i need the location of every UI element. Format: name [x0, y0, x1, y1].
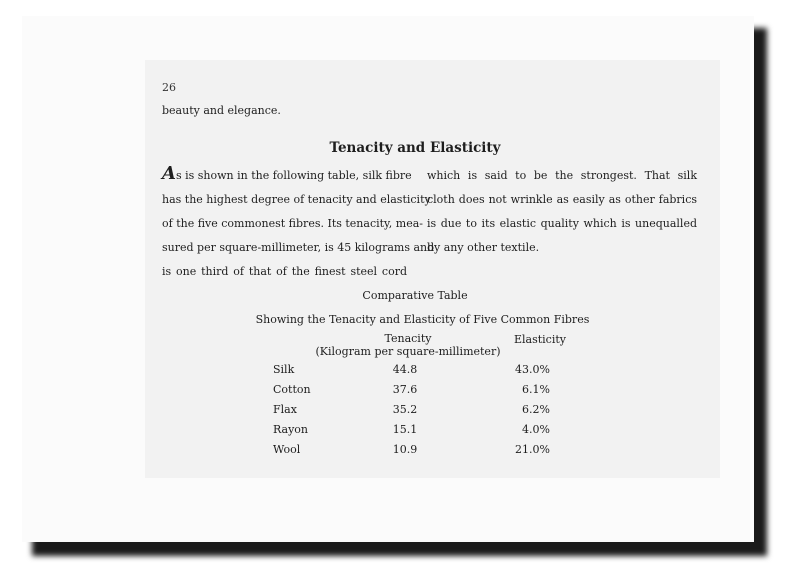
table-row	[145, 403, 720, 421]
elasticity-header: Elasticity	[513, 333, 566, 346]
lead-in-text: beauty and elegance.	[162, 104, 281, 117]
tenacity-header-unit: (Kilogram per square-millimeter)	[315, 345, 501, 358]
page-number: 26	[162, 81, 176, 94]
printed-area	[145, 60, 720, 478]
table-caption: Comparative Table	[362, 289, 468, 302]
table-row	[145, 443, 720, 461]
tenacity-cell: 35.2	[392, 403, 418, 416]
paragraph-line: As is shown in the following table, silk fibre	[162, 163, 412, 184]
left-column	[162, 163, 435, 284]
table-row	[145, 423, 720, 441]
paragraph-line: has the highest degree of tenacity and elasticity	[162, 193, 431, 206]
paragraph-line: sured per square-millimeter, is 45 kilograms and	[162, 241, 435, 254]
tenacity-header	[315, 332, 501, 358]
paragraph-line: cloth does not wrinkle as easily as other fabrics	[427, 193, 697, 206]
tenacity-header-label: Tenacity	[384, 332, 432, 345]
tenacity-cell: 44.8	[392, 363, 418, 376]
section-heading: Tenacity and Elasticity	[329, 140, 501, 156]
elasticity-cell: 6.2%	[522, 403, 550, 416]
elasticity-cell: 21.0%	[515, 443, 550, 456]
fibre-cell: Cotton	[273, 383, 311, 396]
fibre-cell: Rayon	[273, 423, 309, 436]
table-row	[145, 383, 720, 401]
elasticity-cell: 43.0%	[515, 363, 550, 376]
table-row	[145, 363, 720, 381]
paragraph-line: which is said to be the strongest. That silk	[427, 169, 697, 182]
fibre-cell: Silk	[273, 363, 295, 376]
elasticity-cell: 6.1%	[522, 383, 550, 396]
tenacity-cell: 10.9	[392, 443, 418, 456]
paragraph-line: is one third of that of the finest steel cord	[162, 265, 407, 278]
paragraph-line: of the five commonest fibres. Its tenacity, mea-	[162, 217, 424, 230]
drop-cap: A	[162, 163, 176, 184]
fibre-cell: Flax	[273, 403, 297, 416]
paragraph-line: is due to its elastic quality which is unequalled	[427, 217, 697, 230]
paragraph-line: by any other textile.	[427, 241, 540, 254]
right-column	[427, 164, 697, 260]
table-subcaption: Showing the Tenacity and Elasticity of Five Common Fibres	[255, 313, 590, 326]
fibre-cell: Wool	[273, 443, 301, 456]
tenacity-cell: 37.6	[392, 383, 418, 396]
tenacity-cell: 15.1	[392, 423, 418, 436]
elasticity-cell: 4.0%	[522, 423, 550, 436]
